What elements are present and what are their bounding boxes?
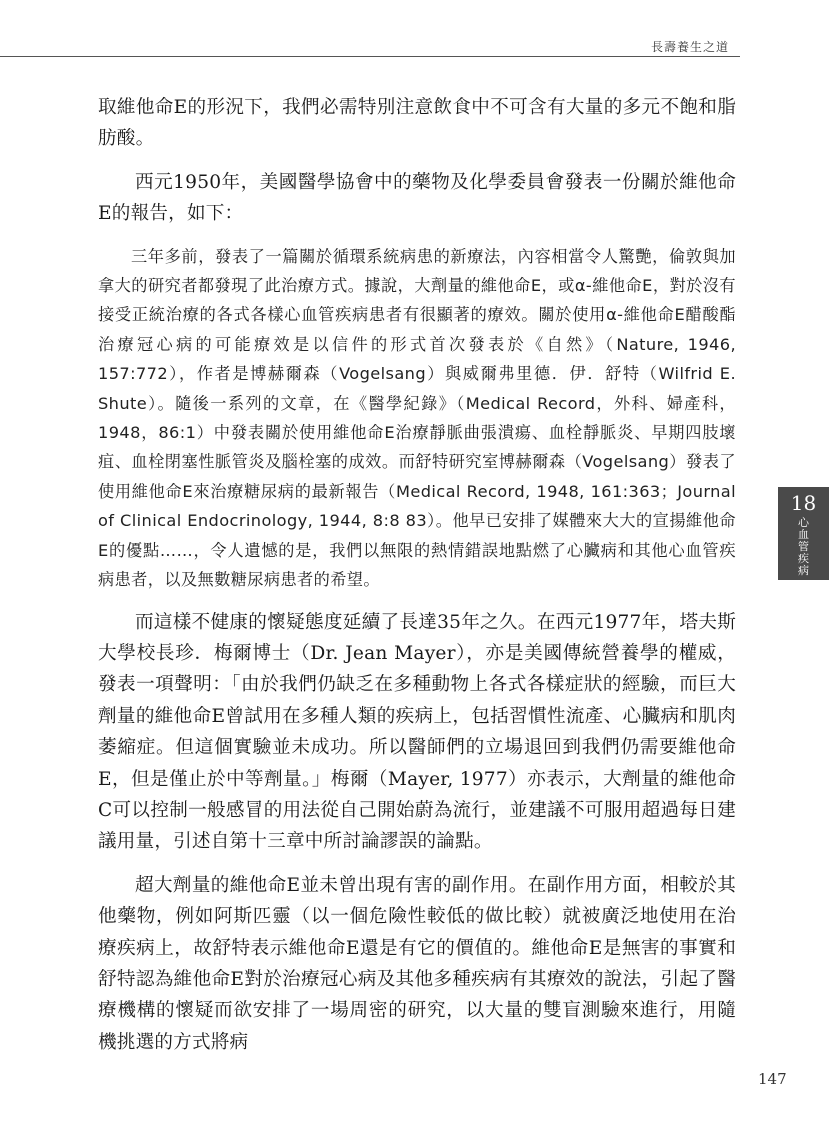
paragraph-1: 取維他命E的形況下，我們必需特別注意飲食中不可含有大量的多元不飽和脂肪酸。 [98,97,736,150]
block-quote: 三年多前，發表了一篇關於循環系統病患的新療法，內容相當令人驚艷，倫敦與加拿大的研究者都發現了此治療方式。據說，大劑量的維他命E，或α-維他命E，對於沒有接受正統治療的各式各樣心血管疾病患者有很顯著的療效。關於使用α-維他命E醋酸酯治療冠心病的可能療效是以信件的形式首次發表於《自然》（Nature, 1946, 157:772），作者是博赫爾森（Vogelsang）與威爾弗里德．伊．舒特（Wilfrid E. Shute）。隨後一系列的文章，在《醫學紀錄》（Medical Record，外科、婦產科，1948，86:1）中發表關於使用維他命E治療靜脈曲張潰瘍、血栓靜脈炎、早期四肢壞疽、血栓閉塞性脈管炎及腦栓塞的成效。而舒特研究室博赫爾森（Vogelsang）發表了使用維他命E來治療糖尿病的最新報告（Medical Record, 1948, 161:363；Journal of Clinical Endocrinology, 1944, 8:8 83）。他早已安排了媒體來大大的宣揚維他命E的優點……，令人遺憾的是，我們以無限的熱情錯誤地點燃了心臟病和其他心血管疾病患者，以及無數糖尿病患者的希望。 [98,246,736,590]
chapter-tab [778,487,829,580]
body-text [98,92,736,1058]
running-head: 長壽養生之道 [650,40,729,54]
paragraph-4: 超大劑量的維他命E並未曾出現有害的副作用。在副作用方面，相較於其他藥物，例如阿斯匹靈（以一個危險性較低的做比較）就被廣泛地使用在治療疾病上，故舒特表示維他命E還是有它的價值的。維他命E是無害的事實和舒特認為維他命E對於治療冠心病及其他多種疾病有其療效的說法，引起了醫療機構的懷疑而欲安排了一場周密的研究，以大量的雙盲測驗來進行，用隨機挑選的方式將病 [98,874,736,1053]
header-rule [0,56,740,57]
page-number: 147 [758,1070,787,1088]
chapter-title: 心血管疾病 [798,516,809,577]
paragraph-3: 而這樣不健康的懷疑態度延續了長達35年之久。在西元1977年，塔夫斯大學校長珍．梅爾博士（Dr. Jean Mayer），亦是美國傳統營養學的權威，發表一項聲明：「由於我們仍缺乏在多種動物上各式各樣症狀的經驗，而巨大劑量的維他命E曾試用在多種人類的疾病上，包括習慣性流產、心臟病和肌肉萎縮症。但這個實驗並未成功。所以醫師們的立場退回到我們仍需要維他命E，但是僅止於中等劑量。」梅爾（Mayer, 1977）亦表示，大劑量的維他命C可以控制一般感冒的用法從自己開始蔚為流行，並建議不可服用超過每日建議用量，引述自第十三章中所討論謬誤的論點。 [98,611,736,853]
paragraph-2: 西元1950年，美國醫學協會中的藥物及化學委員會發表一份關於維他命E的報告，如下： [98,171,736,225]
chapter-number: 18 [790,491,817,515]
